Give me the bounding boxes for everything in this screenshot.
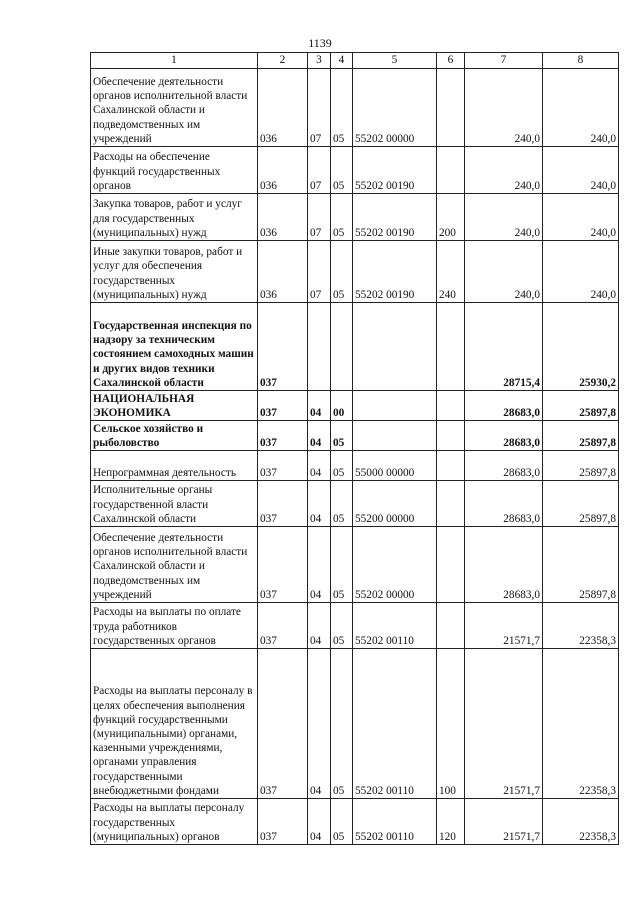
expense-type-cell xyxy=(437,303,465,391)
amount-year2-cell: 240,0 xyxy=(543,147,619,194)
ministry-code-cell: 037 xyxy=(258,391,308,421)
section-code-cell: 04 xyxy=(308,799,331,845)
section-code-cell: 04 xyxy=(308,451,331,481)
table-row xyxy=(91,147,619,194)
expense-type-cell: 120 xyxy=(437,799,465,845)
target-article-cell xyxy=(353,303,437,391)
expense-type-cell xyxy=(437,421,465,451)
section-code-cell: 07 xyxy=(308,147,331,194)
section-code-cell: 04 xyxy=(308,421,331,451)
expense-type-cell: 200 xyxy=(437,194,465,241)
expense-type-cell xyxy=(437,391,465,421)
ministry-code-cell: 037 xyxy=(258,603,308,649)
target-article-cell: 55000 00000 xyxy=(353,451,437,481)
ministry-code-cell: 037 xyxy=(258,481,308,527)
target-article-cell: 55200 00000 xyxy=(353,481,437,527)
amount-year2-cell: 240,0 xyxy=(543,69,619,147)
section-code-cell: 07 xyxy=(308,69,331,147)
subsection-code-cell: 05 xyxy=(331,241,353,303)
table-row xyxy=(91,391,619,421)
section-code-cell: 04 xyxy=(308,603,331,649)
table-row xyxy=(91,649,619,799)
column-header: 8 xyxy=(543,53,619,69)
table-body xyxy=(91,69,619,845)
ministry-code-cell: 036 xyxy=(258,147,308,194)
row-name-cell: Обеспечение деятельности органов исполнительной власти Сахалинской области и подведомственных им учреждений xyxy=(91,527,258,603)
expense-type-cell xyxy=(437,603,465,649)
amount-year2-cell: 22358,3 xyxy=(543,603,619,649)
budget-table xyxy=(90,52,619,845)
ministry-code-cell: 037 xyxy=(258,421,308,451)
subsection-code-cell: 05 xyxy=(331,451,353,481)
page-number: 1139 xyxy=(308,36,332,50)
ministry-code-cell: 037 xyxy=(258,799,308,845)
expense-type-cell xyxy=(437,147,465,194)
column-header: 5 xyxy=(353,53,437,69)
ministry-code-cell: 036 xyxy=(258,241,308,303)
column-header: 1 xyxy=(91,53,258,69)
table-row xyxy=(91,451,619,481)
expense-type-cell xyxy=(437,481,465,527)
table-row xyxy=(91,527,619,603)
subsection-code-cell xyxy=(331,303,353,391)
amount-year1-cell: 240,0 xyxy=(465,69,543,147)
row-name-cell: Расходы на выплаты персоналу в целях обеспечения выполнения функций государственными (муниципальными) органами, казенными учреждениями, органами управления государственными внебюджетными фондами xyxy=(91,649,258,799)
section-code-cell: 04 xyxy=(308,649,331,799)
row-name-cell: НАЦИОНАЛЬНАЯ ЭКОНОМИКА xyxy=(91,391,258,421)
row-name-cell: Сельское хозяйство и рыболовство xyxy=(91,421,258,451)
subsection-code-cell: 05 xyxy=(331,649,353,799)
row-name-cell: Непрограммная деятельность xyxy=(91,451,258,481)
table-row xyxy=(91,241,619,303)
subsection-code-cell: 05 xyxy=(331,603,353,649)
header-row xyxy=(91,53,619,69)
column-header: 3 xyxy=(308,53,331,69)
table-row xyxy=(91,194,619,241)
row-name-cell: Обеспечение деятельности органов исполнительной власти Сахалинской области и подведомственных им учреждений xyxy=(91,69,258,147)
ministry-code-cell: 036 xyxy=(258,194,308,241)
target-article-cell: 55202 00110 xyxy=(353,603,437,649)
amount-year2-cell: 25930,2 xyxy=(543,303,619,391)
expense-type-cell xyxy=(437,69,465,147)
amount-year2-cell: 240,0 xyxy=(543,241,619,303)
subsection-code-cell: 05 xyxy=(331,527,353,603)
amount-year1-cell: 21571,7 xyxy=(465,799,543,845)
amount-year1-cell: 240,0 xyxy=(465,241,543,303)
subsection-code-cell: 05 xyxy=(331,194,353,241)
amount-year2-cell: 22358,3 xyxy=(543,799,619,845)
amount-year1-cell: 28683,0 xyxy=(465,421,543,451)
section-code-cell: 04 xyxy=(308,481,331,527)
target-article-cell xyxy=(353,391,437,421)
column-header: 6 xyxy=(437,53,465,69)
row-name-cell: Закупка товаров, работ и услуг для государственных (муниципальных) нужд xyxy=(91,194,258,241)
column-header: 4 xyxy=(331,53,353,69)
expense-type-cell: 100 xyxy=(437,649,465,799)
amount-year2-cell: 240,0 xyxy=(543,194,619,241)
ministry-code-cell: 037 xyxy=(258,649,308,799)
amount-year2-cell: 25897,8 xyxy=(543,391,619,421)
subsection-code-cell: 05 xyxy=(331,481,353,527)
amount-year1-cell: 28683,0 xyxy=(465,451,543,481)
amount-year1-cell: 21571,7 xyxy=(465,649,543,799)
expense-type-cell xyxy=(437,527,465,603)
section-code-cell: 04 xyxy=(308,527,331,603)
amount-year2-cell: 25897,8 xyxy=(543,451,619,481)
amount-year2-cell: 25897,8 xyxy=(543,481,619,527)
amount-year1-cell: 240,0 xyxy=(465,194,543,241)
subsection-code-cell: 00 xyxy=(331,391,353,421)
table-row xyxy=(91,481,619,527)
ministry-code-cell: 037 xyxy=(258,303,308,391)
target-article-cell: 55202 00000 xyxy=(353,527,437,603)
row-name-cell: Государственная инспекция по надзору за техническим состоянием самоходных машин и других видов техники Сахалинской области xyxy=(91,303,258,391)
amount-year1-cell: 28715,4 xyxy=(465,303,543,391)
amount-year2-cell: 22358,3 xyxy=(543,649,619,799)
ministry-code-cell: 037 xyxy=(258,451,308,481)
row-name-cell: Расходы на выплаты персоналу государственных (муниципальных) органов xyxy=(91,799,258,845)
amount-year1-cell: 21571,7 xyxy=(465,603,543,649)
row-name-cell: Расходы на обеспечение функций государственных органов xyxy=(91,147,258,194)
target-article-cell: 55202 00190 xyxy=(353,241,437,303)
amount-year1-cell: 28683,0 xyxy=(465,391,543,421)
ministry-code-cell: 037 xyxy=(258,527,308,603)
column-header: 2 xyxy=(258,53,308,69)
amount-year1-cell: 28683,0 xyxy=(465,481,543,527)
table-row xyxy=(91,421,619,451)
target-article-cell: 55202 00110 xyxy=(353,799,437,845)
section-code-cell: 07 xyxy=(308,194,331,241)
section-code-cell: 04 xyxy=(308,391,331,421)
target-article-cell: 55202 00110 xyxy=(353,649,437,799)
amount-year2-cell: 25897,8 xyxy=(543,527,619,603)
ministry-code-cell: 036 xyxy=(258,69,308,147)
section-code-cell: 07 xyxy=(308,241,331,303)
subsection-code-cell: 05 xyxy=(331,147,353,194)
target-article-cell: 55202 00190 xyxy=(353,194,437,241)
target-article-cell xyxy=(353,421,437,451)
subsection-code-cell: 05 xyxy=(331,799,353,845)
amount-year1-cell: 240,0 xyxy=(465,147,543,194)
table-row xyxy=(91,69,619,147)
table-row xyxy=(91,799,619,845)
table-row xyxy=(91,603,619,649)
target-article-cell: 55202 00000 xyxy=(353,69,437,147)
row-name-cell: Исполнительные органы государственной власти Сахалинской области xyxy=(91,481,258,527)
column-header: 7 xyxy=(465,53,543,69)
target-article-cell: 55202 00190 xyxy=(353,147,437,194)
amount-year2-cell: 25897,8 xyxy=(543,421,619,451)
table-row xyxy=(91,303,619,391)
section-code-cell xyxy=(308,303,331,391)
amount-year1-cell: 28683,0 xyxy=(465,527,543,603)
subsection-code-cell: 05 xyxy=(331,421,353,451)
row-name-cell: Расходы на выплаты по оплате труда работников государственных органов xyxy=(91,603,258,649)
expense-type-cell: 240 xyxy=(437,241,465,303)
subsection-code-cell: 05 xyxy=(331,69,353,147)
row-name-cell: Иные закупки товаров, работ и услуг для обеспечения государственных (муниципальных) нужд xyxy=(91,241,258,303)
expense-type-cell xyxy=(437,451,465,481)
